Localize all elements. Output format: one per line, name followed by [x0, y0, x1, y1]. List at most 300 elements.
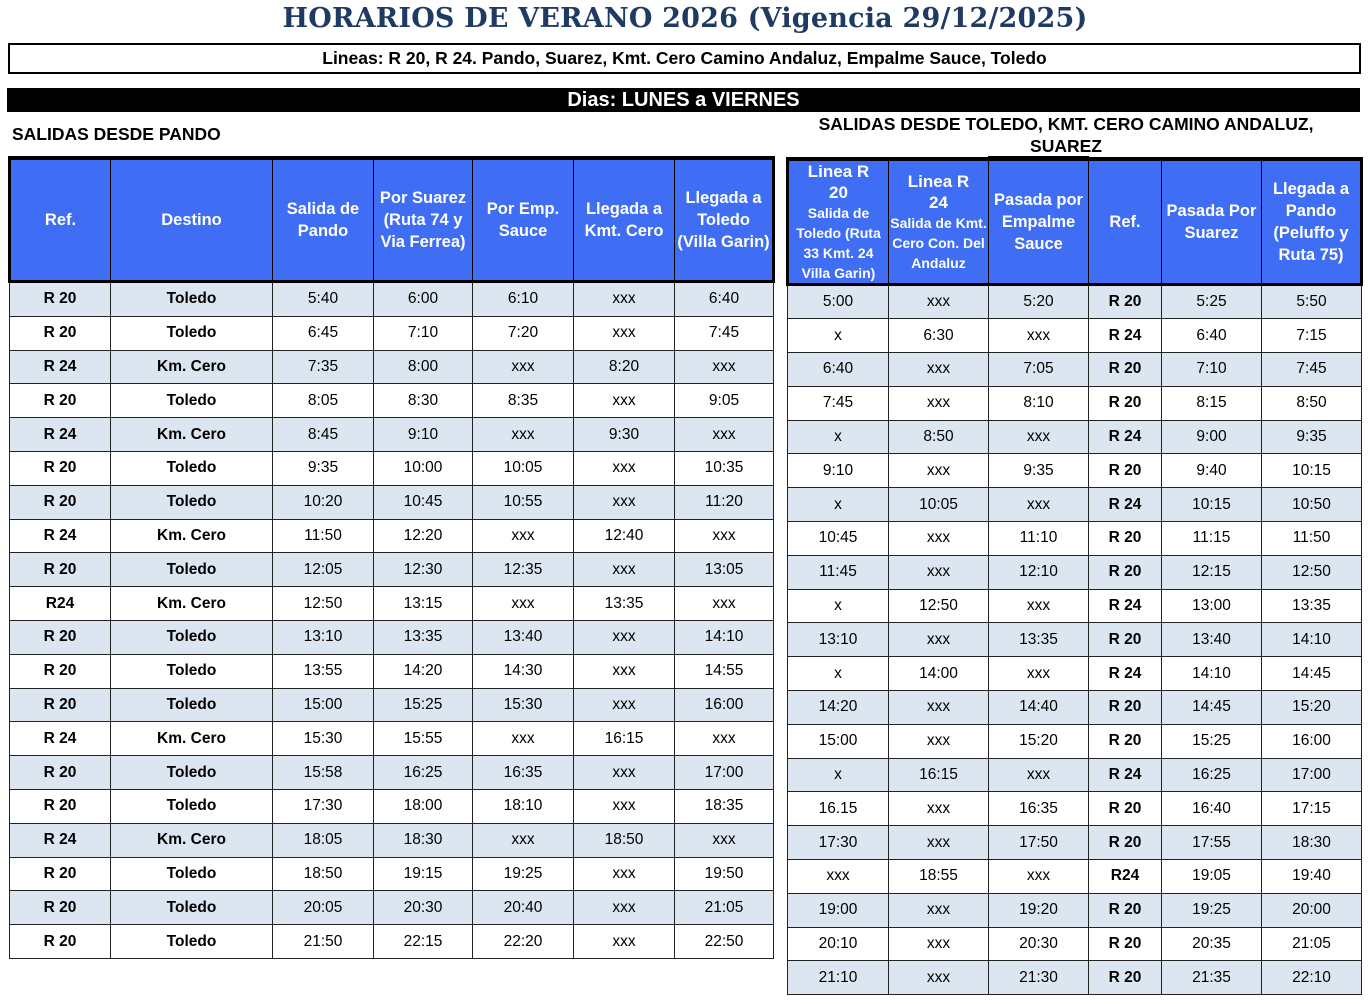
- table-cell: xxx: [889, 961, 989, 995]
- table-cell: 17:00: [1262, 758, 1362, 792]
- table-cell: R 24: [10, 418, 111, 452]
- table-cell: 8:50: [1262, 386, 1362, 420]
- table-cell: 5:50: [1262, 284, 1362, 319]
- table-cell: Toledo: [111, 756, 273, 790]
- table-cell: 7:45: [788, 386, 889, 420]
- table-cell: R 20: [10, 756, 111, 790]
- table-cell: 16:15: [574, 722, 675, 756]
- table-cell: xxx: [675, 587, 774, 621]
- table-body-toledo: [788, 284, 1362, 995]
- schedule-table-pando: [8, 156, 775, 959]
- table-cell: 19:25: [473, 857, 574, 891]
- table-cell: xxx: [574, 756, 675, 790]
- table-cell: 13:00: [1162, 589, 1262, 623]
- table-cell: 15:30: [473, 688, 574, 722]
- table-cell: Toledo: [111, 789, 273, 823]
- table-cell: xxx: [574, 688, 675, 722]
- table-cell: 8:05: [273, 384, 374, 418]
- table-cell: 12:10: [989, 555, 1089, 589]
- table-row: [788, 691, 1362, 725]
- table-cell: R 20: [10, 451, 111, 485]
- table-row: [788, 893, 1362, 927]
- table-row: [788, 284, 1362, 319]
- table-cell: xxx: [574, 925, 675, 959]
- table-cell: 18:50: [574, 823, 675, 857]
- table-cell: xxx: [574, 789, 675, 823]
- table-cell: 10:45: [374, 485, 473, 519]
- table-cell: 9:05: [675, 384, 774, 418]
- table-row: [10, 756, 774, 790]
- table-cell: 5:40: [273, 282, 374, 317]
- table-cell: Toledo: [111, 316, 273, 350]
- table-cell: R 20: [10, 485, 111, 519]
- table-cell: xxx: [675, 823, 774, 857]
- table-cell: R 24: [1089, 319, 1162, 353]
- table-cell: xxx: [889, 893, 989, 927]
- table-cell: 17:50: [989, 826, 1089, 860]
- table-row: [10, 485, 774, 519]
- table-cell: xxx: [574, 620, 675, 654]
- table-cell: 12:20: [374, 519, 473, 553]
- table-cell: 16:15: [889, 758, 989, 792]
- table-cell: 17:55: [1162, 826, 1262, 860]
- table-cell: xxx: [473, 418, 574, 452]
- section-heading-line2: SUAREZ: [1030, 136, 1102, 156]
- table-cell: R 20: [1089, 792, 1162, 826]
- table-cell: 8:20: [574, 350, 675, 384]
- table-cell: 14:45: [1262, 657, 1362, 691]
- table-cell: 19:00: [788, 893, 889, 927]
- table-cell: 8:50: [889, 420, 989, 454]
- table-cell: xxx: [889, 386, 989, 420]
- table-row: [788, 623, 1362, 657]
- table-row: [788, 927, 1362, 961]
- table-cell: 20:40: [473, 891, 574, 925]
- table-cell: 20:00: [1262, 893, 1362, 927]
- table-cell: 14:10: [1262, 623, 1362, 657]
- table-cell: 20:35: [1162, 927, 1262, 961]
- table-row: [788, 454, 1362, 488]
- col-header-por-emp-sauce: Por Emp. Sauce: [473, 158, 574, 282]
- table-cell: R 20: [10, 654, 111, 688]
- table-row: [788, 386, 1362, 420]
- table-cell: Toledo: [111, 925, 273, 959]
- table-cell: R 24: [1089, 758, 1162, 792]
- table-cell: 10:35: [675, 451, 774, 485]
- table-cell: 6:00: [374, 282, 473, 317]
- table-body-pando: [10, 282, 774, 959]
- table-cell: 13:05: [675, 553, 774, 587]
- table-row: [788, 589, 1362, 623]
- table-cell: xxx: [989, 420, 1089, 454]
- table-cell: x: [788, 420, 889, 454]
- table-cell: 10:05: [473, 451, 574, 485]
- table-cell: 7:15: [1262, 319, 1362, 353]
- table-cell: 12:15: [1162, 555, 1262, 589]
- table-cell: R 20: [1089, 555, 1162, 589]
- table-cell: xxx: [675, 722, 774, 756]
- table-cell: R 20: [10, 789, 111, 823]
- table-cell: 22:20: [473, 925, 574, 959]
- table-cell: 19:05: [1162, 860, 1262, 894]
- table-cell: xxx: [889, 792, 989, 826]
- section-heading-line1: SALIDAS DESDE TOLEDO, KMT. CERO CAMINO ANDALUZ,: [818, 114, 1314, 134]
- table-cell: R 24: [10, 722, 111, 756]
- table-cell: 6:30: [889, 319, 989, 353]
- table-cell: Toledo: [111, 384, 273, 418]
- table-cell: 8:35: [473, 384, 574, 418]
- days-bar: Dias: LUNES a VIERNES: [7, 88, 1360, 112]
- table-cell: 15:58: [273, 756, 374, 790]
- table-cell: 9:10: [788, 454, 889, 488]
- table-cell: 20:30: [374, 891, 473, 925]
- table-cell: 14:20: [788, 691, 889, 725]
- table-cell: 12:40: [574, 519, 675, 553]
- table-row: [10, 384, 774, 418]
- table-cell: 20:10: [788, 927, 889, 961]
- table-cell: 16:25: [374, 756, 473, 790]
- table-cell: 18:10: [473, 789, 574, 823]
- table-cell: 13:40: [1162, 623, 1262, 657]
- table-cell: R 20: [1089, 623, 1162, 657]
- table-cell: R 20: [1089, 691, 1162, 725]
- table-cell: 16:35: [989, 792, 1089, 826]
- table-cell: 19:40: [1262, 860, 1362, 894]
- page-title: HORARIOS DE VERANO 2026 (Vigencia 29/12/2025): [282, 3, 1088, 34]
- table-cell: xxx: [473, 587, 574, 621]
- table-cell: Toledo: [111, 451, 273, 485]
- table-cell: 14:30: [473, 654, 574, 688]
- section-heading-pando: SALIDAS DESDE PANDO: [12, 124, 221, 144]
- table-cell: xxx: [574, 857, 675, 891]
- table-cell: R 20: [10, 316, 111, 350]
- table-cell: 22:15: [374, 925, 473, 959]
- table-cell: Km. Cero: [111, 350, 273, 384]
- table-cell: 6:10: [473, 282, 574, 317]
- table-cell: R 24: [10, 350, 111, 384]
- table-cell: Km. Cero: [111, 722, 273, 756]
- table-cell: R 24: [1089, 657, 1162, 691]
- table-cell: 12:50: [1262, 555, 1362, 589]
- table-cell: xxx: [889, 691, 989, 725]
- table-cell: xxx: [675, 350, 774, 384]
- table-cell: 10:00: [374, 451, 473, 485]
- table-cell: xxx: [473, 519, 574, 553]
- table-cell: 13:40: [473, 620, 574, 654]
- table-cell: 15:00: [788, 724, 889, 758]
- table-cell: R24: [1089, 860, 1162, 894]
- table-row: [788, 522, 1362, 556]
- table-cell: Km. Cero: [111, 519, 273, 553]
- table-cell: R 20: [10, 384, 111, 418]
- table-cell: 8:15: [1162, 386, 1262, 420]
- table-cell: R24: [10, 587, 111, 621]
- table-cell: 9:00: [1162, 420, 1262, 454]
- table-cell: 9:35: [1262, 420, 1362, 454]
- table-cell: xxx: [889, 555, 989, 589]
- table-row: [10, 587, 774, 621]
- table-cell: 14:40: [989, 691, 1089, 725]
- table-cell: Toledo: [111, 857, 273, 891]
- table-cell: 14:00: [889, 657, 989, 691]
- table-cell: xxx: [889, 353, 989, 387]
- table-cell: R 20: [10, 857, 111, 891]
- table-cell: 12:35: [473, 553, 574, 587]
- table-cell: xxx: [574, 384, 675, 418]
- table-cell: 11:15: [1162, 522, 1262, 556]
- table-cell: R 20: [1089, 961, 1162, 995]
- table-cell: 21:05: [675, 891, 774, 925]
- table-cell: 15:20: [1262, 691, 1362, 725]
- table-cell: xxx: [889, 284, 989, 319]
- col-header-linea-r24-title: Linea R 24: [907, 171, 970, 212]
- table-cell: Toledo: [111, 654, 273, 688]
- table-cell: 12:50: [889, 589, 989, 623]
- table-cell: 13:15: [374, 587, 473, 621]
- table-cell: 13:35: [1262, 589, 1362, 623]
- table-cell: 7:20: [473, 316, 574, 350]
- table-cell: R 20: [1089, 522, 1162, 556]
- table-cell: xxx: [574, 282, 675, 317]
- table-row: [788, 860, 1362, 894]
- table-row: [10, 722, 774, 756]
- table-cell: xxx: [574, 553, 675, 587]
- table-cell: 7:45: [1262, 353, 1362, 387]
- table-row: [10, 316, 774, 350]
- table-row: [10, 857, 774, 891]
- table-cell: 16.15: [788, 792, 889, 826]
- table-cell: R 20: [10, 282, 111, 317]
- table-cell: xxx: [574, 485, 675, 519]
- table-cell: xxx: [889, 826, 989, 860]
- table-cell: 14:20: [374, 654, 473, 688]
- table-cell: xxx: [889, 454, 989, 488]
- table-cell: 16:00: [675, 688, 774, 722]
- table-cell: 9:10: [374, 418, 473, 452]
- table-cell: x: [788, 589, 889, 623]
- table-cell: R 20: [1089, 927, 1162, 961]
- table-cell: 14:10: [675, 620, 774, 654]
- table-cell: 14:45: [1162, 691, 1262, 725]
- table-row: [10, 891, 774, 925]
- table-row: [10, 688, 774, 722]
- table-row: [10, 418, 774, 452]
- table-cell: 13:35: [989, 623, 1089, 657]
- table-cell: R 24: [1089, 420, 1162, 454]
- table-cell: 6:45: [273, 316, 374, 350]
- table-cell: 17:30: [273, 789, 374, 823]
- table-cell: xxx: [889, 623, 989, 657]
- table-cell: 7:10: [374, 316, 473, 350]
- table-cell: 5:25: [1162, 284, 1262, 319]
- table-cell: R 24: [10, 823, 111, 857]
- table-cell: 17:30: [788, 826, 889, 860]
- table-cell: 15:30: [273, 722, 374, 756]
- table-cell: R 24: [1089, 589, 1162, 623]
- table-cell: 9:40: [1162, 454, 1262, 488]
- table-cell: xxx: [989, 657, 1089, 691]
- table-cell: 6:40: [788, 353, 889, 387]
- col-header-llegada-kmt-cero: Llegada a Kmt. Cero: [574, 158, 675, 282]
- col-header-linea-r20: [788, 159, 889, 285]
- table-cell: 19:20: [989, 893, 1089, 927]
- table-cell: 21:05: [1262, 927, 1362, 961]
- table-cell: xxx: [889, 522, 989, 556]
- table-cell: Km. Cero: [111, 823, 273, 857]
- table-header-row: [788, 159, 1362, 285]
- table-row: [788, 758, 1362, 792]
- table-cell: 18:00: [374, 789, 473, 823]
- table-cell: 19:15: [374, 857, 473, 891]
- table-header-row: [10, 158, 774, 282]
- table-cell: R 20: [10, 891, 111, 925]
- col-header-salida-pando: Salida de Pando: [273, 158, 374, 282]
- table-cell: xxx: [788, 860, 889, 894]
- table-cell: Toledo: [111, 553, 273, 587]
- col-header-llegada-toledo: Llegada a Toledo (Villa Garin): [675, 158, 774, 282]
- table-cell: 8:30: [374, 384, 473, 418]
- table-cell: 22:10: [1262, 961, 1362, 995]
- table-cell: 16:35: [473, 756, 574, 790]
- table-cell: 18:50: [273, 857, 374, 891]
- table-cell: 16:25: [1162, 758, 1262, 792]
- table-cell: Toledo: [111, 485, 273, 519]
- table-row: [10, 925, 774, 959]
- table-cell: 21:10: [788, 961, 889, 995]
- table-row: [10, 654, 774, 688]
- table-cell: 21:50: [273, 925, 374, 959]
- section-heading-toledo: [786, 113, 1346, 157]
- table-cell: 11:45: [788, 555, 889, 589]
- table-cell: 21:35: [1162, 961, 1262, 995]
- table-cell: 13:35: [374, 620, 473, 654]
- table-row: [788, 488, 1362, 522]
- table-cell: xxx: [473, 823, 574, 857]
- table-cell: xxx: [574, 316, 675, 350]
- table-cell: 8:45: [273, 418, 374, 452]
- table-cell: 7:05: [989, 353, 1089, 387]
- table-cell: x: [788, 657, 889, 691]
- table-cell: 17:00: [675, 756, 774, 790]
- table-cell: 16:40: [1162, 792, 1262, 826]
- table-cell: xxx: [989, 488, 1089, 522]
- table-cell: 21:30: [989, 961, 1089, 995]
- table-row: [10, 553, 774, 587]
- table-cell: R 20: [1089, 454, 1162, 488]
- table-cell: 9:35: [989, 454, 1089, 488]
- table-row: [788, 420, 1362, 454]
- table-row: [788, 319, 1362, 353]
- table-cell: x: [788, 319, 889, 353]
- table-cell: 12:05: [273, 553, 374, 587]
- table-cell: 11:10: [989, 522, 1089, 556]
- col-header-pasada-suarez: Pasada Por Suarez: [1162, 159, 1262, 285]
- table-cell: 19:25: [1162, 893, 1262, 927]
- table-cell: x: [788, 758, 889, 792]
- table-cell: 15:20: [989, 724, 1089, 758]
- table-cell: 20:05: [273, 891, 374, 925]
- table-cell: 12:50: [273, 587, 374, 621]
- table-cell: 10:50: [1262, 488, 1362, 522]
- table-cell: xxx: [989, 319, 1089, 353]
- table-cell: 18:30: [1262, 826, 1362, 860]
- table-cell: R 20: [1089, 893, 1162, 927]
- table-cell: 15:55: [374, 722, 473, 756]
- table-cell: 6:40: [675, 282, 774, 317]
- table-cell: Toledo: [111, 688, 273, 722]
- col-header-ref: Ref.: [1089, 159, 1162, 285]
- table-cell: xxx: [889, 927, 989, 961]
- table-cell: Toledo: [111, 891, 273, 925]
- table-cell: R 20: [1089, 386, 1162, 420]
- table-cell: R 20: [10, 688, 111, 722]
- col-header-ref: Ref.: [10, 158, 111, 282]
- table-cell: xxx: [574, 451, 675, 485]
- table-cell: 15:00: [273, 688, 374, 722]
- table-row: [788, 792, 1362, 826]
- table-row: [788, 353, 1362, 387]
- table-cell: 16:00: [1262, 724, 1362, 758]
- col-header-linea-r24: [889, 159, 989, 285]
- table-cell: xxx: [989, 758, 1089, 792]
- table-cell: 7:10: [1162, 353, 1262, 387]
- table-cell: 14:10: [1162, 657, 1262, 691]
- table-cell: 5:20: [989, 284, 1089, 319]
- table-cell: 9:35: [273, 451, 374, 485]
- table-cell: R 24: [1089, 488, 1162, 522]
- table-cell: 13:10: [788, 623, 889, 657]
- table-cell: 17:15: [1262, 792, 1362, 826]
- table-cell: 13:35: [574, 587, 675, 621]
- table-cell: xxx: [574, 891, 675, 925]
- table-cell: R 20: [10, 553, 111, 587]
- table-cell: R 20: [1089, 284, 1162, 319]
- table-cell: 20:30: [989, 927, 1089, 961]
- table-cell: 12:30: [374, 553, 473, 587]
- table-cell: 15:25: [374, 688, 473, 722]
- table-cell: 13:55: [273, 654, 374, 688]
- table-cell: xxx: [473, 350, 574, 384]
- table-row: [788, 657, 1362, 691]
- table-cell: 9:30: [574, 418, 675, 452]
- table-cell: x: [788, 488, 889, 522]
- table-cell: 6:40: [1162, 319, 1262, 353]
- table-cell: 22:50: [675, 925, 774, 959]
- table-cell: R 20: [10, 620, 111, 654]
- table-cell: R 24: [10, 519, 111, 553]
- col-header-linea-r20-title: Linea R 20: [807, 161, 870, 202]
- table-cell: 10:15: [1162, 488, 1262, 522]
- table-row: [788, 724, 1362, 758]
- table-cell: 14:55: [675, 654, 774, 688]
- lines-info: Lineas: R 20, R 24. Pando, Suarez, Kmt. Cero Camino Andaluz, Empalme Sauce, Toledo: [8, 43, 1361, 74]
- table-cell: 7:45: [675, 316, 774, 350]
- table-cell: 7:35: [273, 350, 374, 384]
- table-cell: 18:55: [889, 860, 989, 894]
- table-row: [788, 826, 1362, 860]
- table-cell: 10:45: [788, 522, 889, 556]
- table-cell: 15:25: [1162, 724, 1262, 758]
- table-row: [10, 519, 774, 553]
- table-row: [10, 451, 774, 485]
- table-cell: 19:50: [675, 857, 774, 891]
- table-cell: xxx: [989, 860, 1089, 894]
- table-cell: 10:15: [1262, 454, 1362, 488]
- table-cell: 18:30: [374, 823, 473, 857]
- table-cell: xxx: [675, 519, 774, 553]
- col-header-por-suarez: Por Suarez (Ruta 74 y Via Ferrea): [374, 158, 473, 282]
- table-cell: 10:20: [273, 485, 374, 519]
